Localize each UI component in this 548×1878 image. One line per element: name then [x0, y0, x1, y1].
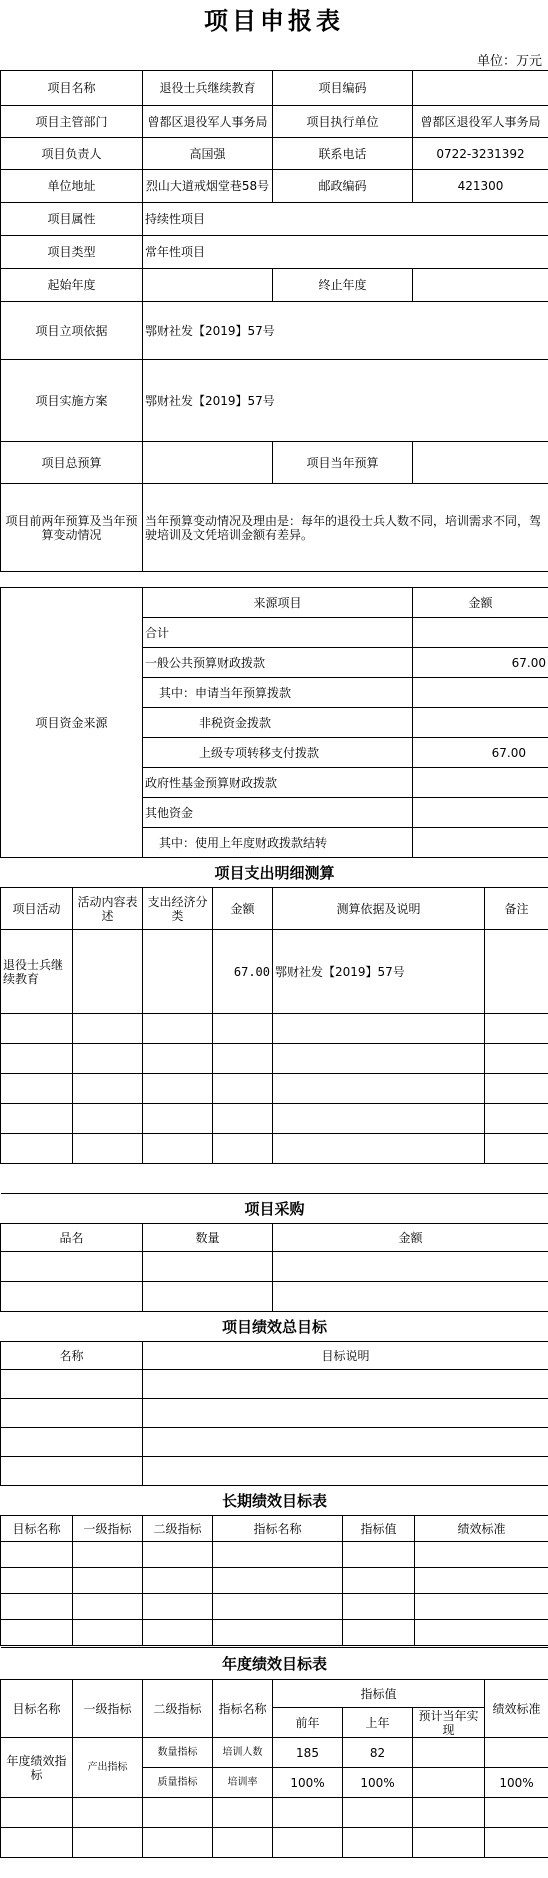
- expense-activity: 退役士兵继续教育: [1, 930, 73, 1014]
- table-row: [1, 1014, 548, 1044]
- expense-header: 支出经济分类: [143, 888, 213, 930]
- attr-value: 持续性项目: [143, 203, 548, 236]
- change-value: 当年预算变动情况及理由是：每年的退役士兵人数不同，培训需求不同，驾驶培训及文凭培训金额有差异。: [143, 484, 548, 572]
- unit-label: 单位：万元: [476, 54, 542, 69]
- zip-label: 邮政编码: [273, 170, 413, 203]
- basis-value: 鄂财社发【2019】57号: [143, 302, 548, 360]
- leader-value: 高国强: [143, 138, 273, 170]
- phone-value: 0722-3231392: [413, 138, 548, 170]
- zip-value: 421300: [413, 170, 548, 203]
- fund-amount: [413, 708, 548, 738]
- dept-value: 曾都区退役军人事务局: [143, 106, 273, 138]
- fund-row-transfer: 上级专项转移支付拨款: [143, 738, 413, 768]
- annual-subheader: 预计当年实现: [413, 1708, 485, 1738]
- table-row: [1, 1828, 548, 1858]
- expense-header: 活动内容表述: [73, 888, 143, 930]
- table-row: [1, 1594, 548, 1620]
- fund-amount: [413, 618, 548, 648]
- annual-level1: 产出指标: [73, 1738, 143, 1798]
- fund-amount: 67.00: [413, 648, 548, 678]
- longterm-header: 指标名称: [213, 1516, 343, 1542]
- fund-row-apply: 其中：申请当年预算拨款: [143, 678, 413, 708]
- funds-source-header: 来源项目: [143, 588, 413, 618]
- funds-table: [0, 587, 548, 858]
- longterm-header: 目标名称: [1, 1516, 73, 1542]
- fund-amount: 67.00: [413, 738, 548, 768]
- longterm-header: 二级指标: [143, 1516, 213, 1542]
- expense-header: 金额: [213, 888, 273, 930]
- table-row: [1, 1457, 548, 1486]
- table-row: [1, 1074, 548, 1104]
- change-label: 项目前两年预算及当年预算变动情况: [1, 484, 143, 572]
- project-name: 退役士兵继续教育: [143, 71, 273, 106]
- exec-label: 项目执行单位: [273, 106, 413, 138]
- table-row: [1, 1282, 548, 1312]
- code-label: 项目编码: [273, 71, 413, 106]
- annual-prev1: 82: [343, 1738, 413, 1768]
- end-value: [413, 269, 548, 302]
- year-label: 项目当年预算: [273, 442, 413, 484]
- fund-row-nontax: 非税资金拨款: [143, 708, 413, 738]
- overall-title: 项目绩效总目标: [1, 1312, 548, 1342]
- type-label: 项目类型: [1, 236, 143, 269]
- longterm-header: 绩效标准: [415, 1516, 548, 1542]
- table-row: [1, 1542, 548, 1568]
- table-row: [1, 1568, 548, 1594]
- table-row: [1, 1428, 548, 1457]
- longterm-table: [0, 1485, 548, 1646]
- end-label: 终止年度: [273, 269, 413, 302]
- dept-label: 项目主管部门: [1, 106, 143, 138]
- table-row: [1, 1620, 548, 1646]
- fund-row-general: 一般公共预算财政拨款: [143, 648, 413, 678]
- fund-amount: [413, 798, 548, 828]
- annual-cur: [413, 1738, 485, 1768]
- purchase-table: [0, 1193, 548, 1312]
- fund-amount: [413, 678, 548, 708]
- annual-goal: 年度绩效指 标: [1, 1738, 73, 1798]
- table-row: [1, 1044, 548, 1074]
- funds-amount-header: 金额: [413, 588, 548, 618]
- expense-basis: 鄂财社发【2019】57号: [273, 930, 485, 1014]
- annual-prev2: 100%: [273, 1768, 343, 1798]
- longterm-header: 指标值: [343, 1516, 415, 1542]
- annual-std: 100%: [485, 1768, 548, 1798]
- name-label: 项目名称: [1, 71, 143, 106]
- annual-cur: [413, 1768, 485, 1798]
- overall-header: 目标说明: [143, 1342, 548, 1370]
- annual-header: 指标名称: [213, 1680, 273, 1738]
- table-row: [1, 1134, 548, 1164]
- annual-header: 绩效标准: [485, 1680, 548, 1738]
- annual-header: 一级指标: [73, 1680, 143, 1738]
- annual-subheader: 前年: [273, 1708, 343, 1738]
- start-label: 起始年度: [1, 269, 143, 302]
- total-label: 项目总预算: [1, 442, 143, 484]
- fund-row-carryover: 其中：使用上年度财政拨款结转: [143, 828, 413, 858]
- table-row: [1, 1104, 548, 1134]
- longterm-header: 一级指标: [73, 1516, 143, 1542]
- fund-row-total: 合计: [143, 618, 413, 648]
- year-value: [413, 442, 548, 484]
- basis-label: 项目立项依据: [1, 302, 143, 360]
- table-row: [1, 1798, 548, 1828]
- purchase-title: 项目采购: [1, 1194, 548, 1224]
- project-code: [413, 71, 548, 106]
- annual-header: 二级指标: [143, 1680, 213, 1738]
- funds-label: 项目资金来源: [1, 588, 143, 858]
- annual-level2: 数量指标: [143, 1738, 213, 1768]
- fund-amount: [413, 768, 548, 798]
- plan-label: 项目实施方案: [1, 360, 143, 442]
- fund-row-other: 其他资金: [143, 798, 413, 828]
- plan-value: 鄂财社发【2019】57号: [143, 360, 548, 442]
- annual-header: 目标名称: [1, 1680, 73, 1738]
- expense-class: [143, 930, 213, 1014]
- expense-header: 项目活动: [1, 888, 73, 930]
- addr-label: 单位地址: [1, 170, 143, 203]
- phone-label: 联系电话: [273, 138, 413, 170]
- overall-goal-table: [0, 1311, 548, 1486]
- fund-amount: [413, 828, 548, 858]
- exec-value: 曾都区退役军人事务局: [413, 106, 548, 138]
- overall-header: 名称: [1, 1342, 143, 1370]
- annual-indicator: 培训率: [213, 1768, 273, 1798]
- expense-header: 测算依据及说明: [273, 888, 485, 930]
- annual-subheader: 上年: [343, 1708, 413, 1738]
- longterm-title: 长期绩效目标表: [1, 1486, 548, 1516]
- annual-std: [485, 1738, 548, 1768]
- annual-table: [0, 1647, 548, 1858]
- addr-value: 烈山大道戒烟堂巷58号: [143, 170, 273, 203]
- page-title: 项目申报表: [204, 6, 344, 35]
- purchase-header: 数量: [143, 1224, 273, 1252]
- purchase-header: 品名: [1, 1224, 143, 1252]
- leader-label: 项目负责人: [1, 138, 143, 170]
- expense-content: [73, 930, 143, 1014]
- annual-prev1: 100%: [343, 1768, 413, 1798]
- table-row: [1, 1370, 548, 1399]
- expense-header: 备注: [485, 888, 548, 930]
- annual-prev2: 185: [273, 1738, 343, 1768]
- start-value: [143, 269, 273, 302]
- annual-header: 指标值: [273, 1680, 485, 1708]
- annual-title: 年度绩效目标表: [1, 1648, 548, 1680]
- table-row: [1, 1399, 548, 1428]
- table-row: [1, 1252, 548, 1282]
- expense-amount: 67.00: [213, 930, 273, 1014]
- attr-label: 项目属性: [1, 203, 143, 236]
- total-value: [143, 442, 273, 484]
- expense-table: [0, 857, 548, 1164]
- type-value: 常年性项目: [143, 236, 548, 269]
- basic-info-table: [0, 70, 548, 572]
- annual-level2: 质量指标: [143, 1768, 213, 1798]
- expense-title: 项目支出明细测算: [1, 858, 548, 888]
- annual-indicator: 培训人数: [213, 1738, 273, 1768]
- purchase-header: 金额: [273, 1224, 548, 1252]
- expense-note: [485, 930, 548, 1014]
- fund-row-govfund: 政府性基金预算财政拨款: [143, 768, 413, 798]
